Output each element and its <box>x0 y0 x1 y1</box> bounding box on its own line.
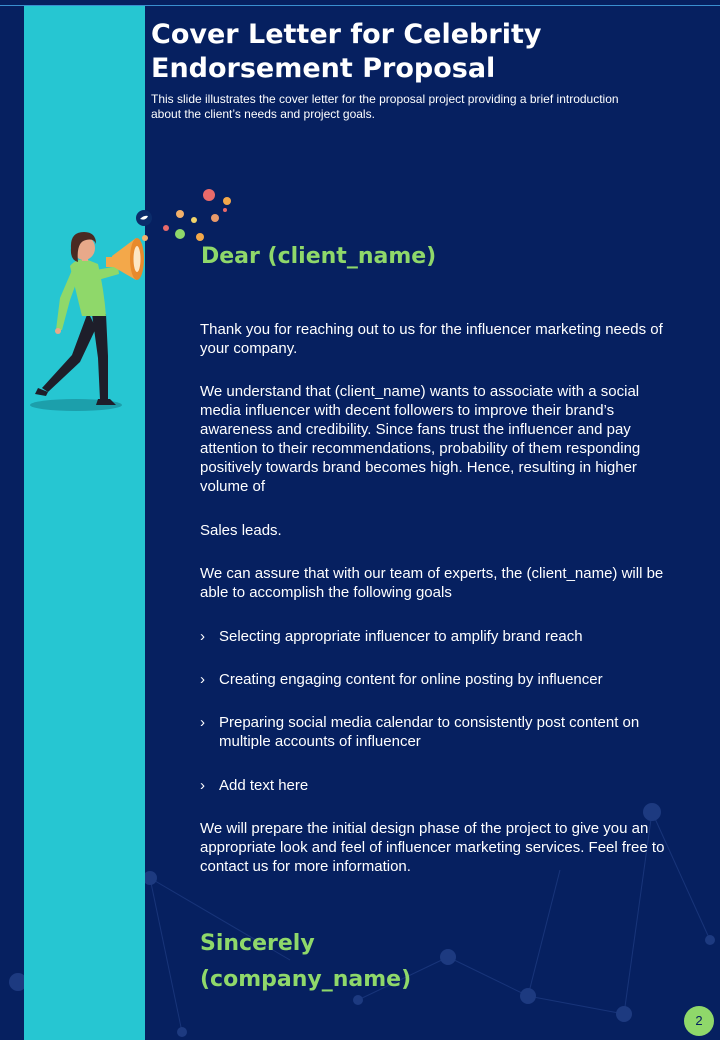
paragraph-next-steps <box>200 819 700 876</box>
goal-text: Selecting appropriate influencer to amplify brand reach <box>219 628 583 645</box>
goal-text-line: Preparing social media calendar to consistently post content on <box>219 714 640 731</box>
title-line-2: Endorsement Proposal <box>151 53 496 84</box>
goal-text <box>219 713 639 751</box>
goal-item <box>200 670 700 689</box>
letter-greeting: Dear (client_name) <box>201 244 437 269</box>
paragraph-understanding <box>200 382 700 496</box>
chevron-right-icon: › <box>200 777 205 794</box>
paragraph-assurance <box>200 564 700 602</box>
paragraph-line: contact us for more information. <box>200 858 411 875</box>
paragraph-line: attention to their recommendations, probability of them responding <box>200 440 641 457</box>
subtitle-line-1: This slide illustrates the cover letter for the proposal project providing a brief introduction <box>151 92 619 106</box>
paragraph-line: We understand that (client_name) wants to associate with a social <box>200 383 640 400</box>
paragraph-sales-leads: Sales leads. <box>200 522 282 539</box>
letter-closing <box>200 926 411 998</box>
page-number-badge: 2 <box>684 1006 714 1036</box>
paragraph-line: volume of <box>200 478 266 495</box>
title-line-1: Cover Letter for Celebrity <box>151 19 542 50</box>
paragraph-line: We will prepare the initial design phase of the project to give you an <box>200 820 649 837</box>
paragraph-line: your company. <box>200 340 298 357</box>
left-accent-stripe <box>24 6 145 1040</box>
paragraph-intro <box>200 320 700 358</box>
chevron-right-icon: › <box>200 714 205 731</box>
goal-item <box>200 776 700 795</box>
goal-text-line: multiple accounts of influencer <box>219 733 421 750</box>
goal-item <box>200 713 700 751</box>
page-subtitle <box>151 92 691 122</box>
paragraph-line: We can assure that with our team of experts, the (client_name) will be <box>200 565 664 582</box>
closing-line-1: Sincerely <box>200 931 315 956</box>
goal-text: Add text here <box>219 777 309 794</box>
goal-item <box>200 627 700 646</box>
closing-line-2: (company_name) <box>200 967 412 992</box>
goal-text: Creating engaging content for online posting by influencer <box>219 671 603 688</box>
paragraph-line: able to accomplish the following goals <box>200 584 452 601</box>
paragraph-line: positively towards brand becomes high. Hence, resulting in higher <box>200 459 637 476</box>
subtitle-line-2: about the client’s needs and project goals. <box>151 107 375 121</box>
chevron-right-icon: › <box>200 671 205 688</box>
chevron-right-icon: › <box>200 628 205 645</box>
paragraph-line: appropriate look and feel of influencer marketing services. Feel free to <box>200 839 665 856</box>
page-title <box>151 18 671 86</box>
paragraph-line: media influencer with decent followers to improve their brand’s <box>200 402 615 419</box>
paragraph-line: awareness and credibility. Since fans trust the influencer and pay <box>200 421 631 438</box>
paragraph-line: Thank you for reaching out to us for the influencer marketing needs of <box>200 321 663 338</box>
